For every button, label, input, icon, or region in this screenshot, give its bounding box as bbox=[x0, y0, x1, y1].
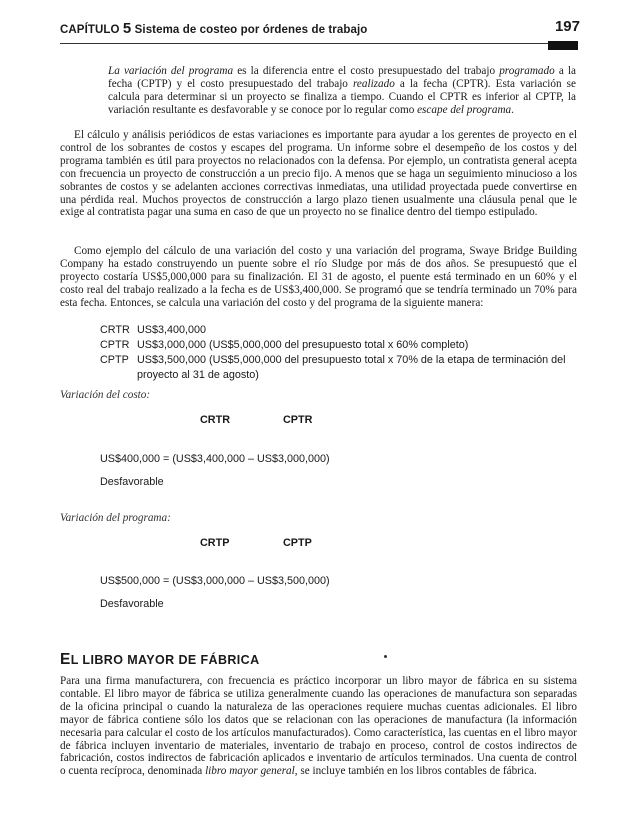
section-heading-rest: L LIBRO MAYOR DE FÁBRICA bbox=[70, 653, 260, 667]
body-paragraph-2: Como ejemplo del cálculo de una variación del costo y una variación del programa, Swaye Bridge Building Company ha estado construyendo un puente sobre el río Sludge por más de dos años. Se presupuestó que el proyecto costaría US$5,000,000 para su finalización. El 31 de agosto, el puente está terminado en un 60% y el costo real del trabajo realizado a la fecha es de US$3,400,000. Se programó que se tendría terminado un 70% para esta fecha. Entonces, se calcula una variación del costo y del programa de la siguiente manera: bbox=[60, 245, 577, 309]
list-item bbox=[100, 338, 578, 353]
definition-paragraph bbox=[108, 65, 576, 117]
list-item bbox=[100, 323, 578, 338]
definition-text-3: a la fecha (CPTR). Esta variación se calcula para determinar si un proyecto se finaliza a tiempo. Cuando el CPTR es inferior al CPTP, la variación resultante es desfavorable y se conoce por lo regular como bbox=[108, 77, 576, 116]
definition-text-4: . bbox=[511, 103, 514, 116]
paragraph-3-text-1: Para una firma manufacturera, con frecuencia es práctico incorporar un libro mayor de fábrica en su sistema contable. El libro mayor de fábrica se utiliza generalmente cuando las operaciones de manufactura son separadas de la oficina principal o cuando la naturaleza de las operaciones requiere muchas cuentas adicionales. El libro mayor de fábrica contiene sólo los datos que se relacionan con las operaciones de manufactura (la información necesaria para calcular el costo de los artículos manufacturados). Como característica, las cuentas en el libro mayor de fábrica incluyen inventario de materiales, inventario de trabajo en proceso, control de costos indirectos de fabricación, costos indirectos de fabricación aplicados e inventario de artículos terminados. Una cuenta de control o cuenta recíproca, denominada bbox=[60, 675, 577, 778]
chapter-name: Sistema de costeo por órdenes de trabajo bbox=[134, 24, 368, 36]
definition-text-2: a la fecha (CPTP) y el costo presupuestado del trabajo bbox=[108, 65, 577, 90]
definition-term-4: escape del programa bbox=[417, 103, 512, 116]
cost-variance-label: Variación del costo: bbox=[60, 389, 151, 401]
chapter-prefix: CAPÍTULO bbox=[60, 24, 120, 36]
paragraph-3-term: libro mayor general bbox=[205, 765, 295, 778]
section-heading-initial: E bbox=[60, 651, 71, 668]
list-item-text: US$3,500,000 (US$5,000,000 del presupuesto total x 70% de la etapa de terminación del proyecto al 31 de agosto) bbox=[137, 354, 566, 381]
cost-variance-col-1: CRTR bbox=[200, 414, 230, 426]
list-item bbox=[100, 353, 578, 383]
header-marker bbox=[548, 41, 578, 50]
cost-variance-equation: US$400,000 = (US$3,400,000 – US$3,000,000) bbox=[100, 453, 330, 465]
page-header bbox=[60, 18, 580, 42]
schedule-variance-result: Desfavorable bbox=[100, 598, 164, 610]
list-item-code: CPTP bbox=[100, 354, 129, 366]
paragraph-3-text-2: , se incluye también en los libros contables de fábrica. bbox=[294, 765, 537, 778]
section-heading bbox=[60, 651, 260, 669]
body-paragraph-1: El cálculo y análisis periódicos de estas variaciones es importante para ayudar a los gerentes de proyecto en el control de los sobrantes de costos y escapes del programa. Un informe sobre el desempeño de los costos y del programa también es útil para proyectos no relacionados con la defensa. Por ejemplo, un contratista general acepta con frecuencia un proyecto de construcción a un precio fijo. A menos que se haga un seguimiento minucioso a los sobrantes de costos y se adelanten acciones correctivas inmediatas, una utilidad proyectada puede convertirse en una pérdida real. Muchos proyectos de construcción a largo plazo tienen usualmente una cláusula penal que le exige al contratista pagar una suma en caso de que un proyecto no se finalice dentro del tiempo estipulado. bbox=[60, 129, 577, 219]
list-item-code: CPTR bbox=[100, 339, 130, 351]
cost-list bbox=[100, 323, 578, 383]
schedule-variance-equation: US$500,000 = (US$3,000,000 – US$3,500,000) bbox=[100, 575, 330, 587]
list-item-code: CRTR bbox=[100, 324, 130, 336]
chapter-number: 5 bbox=[122, 20, 132, 37]
schedule-variance-col-1: CRTP bbox=[200, 537, 230, 549]
list-item-text: US$3,400,000 bbox=[137, 324, 207, 336]
definition-term: La variación del programa bbox=[108, 65, 234, 77]
cost-variance-col-2: CPTR bbox=[283, 414, 313, 426]
definition-text-1: es la diferencia entre el costo presupuestado del trabajo bbox=[233, 65, 500, 77]
stray-mark bbox=[384, 655, 387, 658]
definition-term-3: realizado bbox=[352, 77, 395, 90]
chapter-title bbox=[60, 20, 367, 37]
definition-term-2: programado bbox=[499, 65, 555, 77]
schedule-variance-col-2: CPTP bbox=[283, 537, 312, 549]
list-item-text: US$3,000,000 (US$5,000,000 del presupuesto total x 60% completo) bbox=[137, 339, 469, 351]
page-number: 197 bbox=[554, 18, 580, 35]
body-paragraph-3 bbox=[60, 675, 577, 778]
header-rule bbox=[60, 43, 560, 44]
schedule-variance-label: Variación del programa: bbox=[60, 512, 171, 524]
cost-variance-result: Desfavorable bbox=[100, 476, 164, 488]
